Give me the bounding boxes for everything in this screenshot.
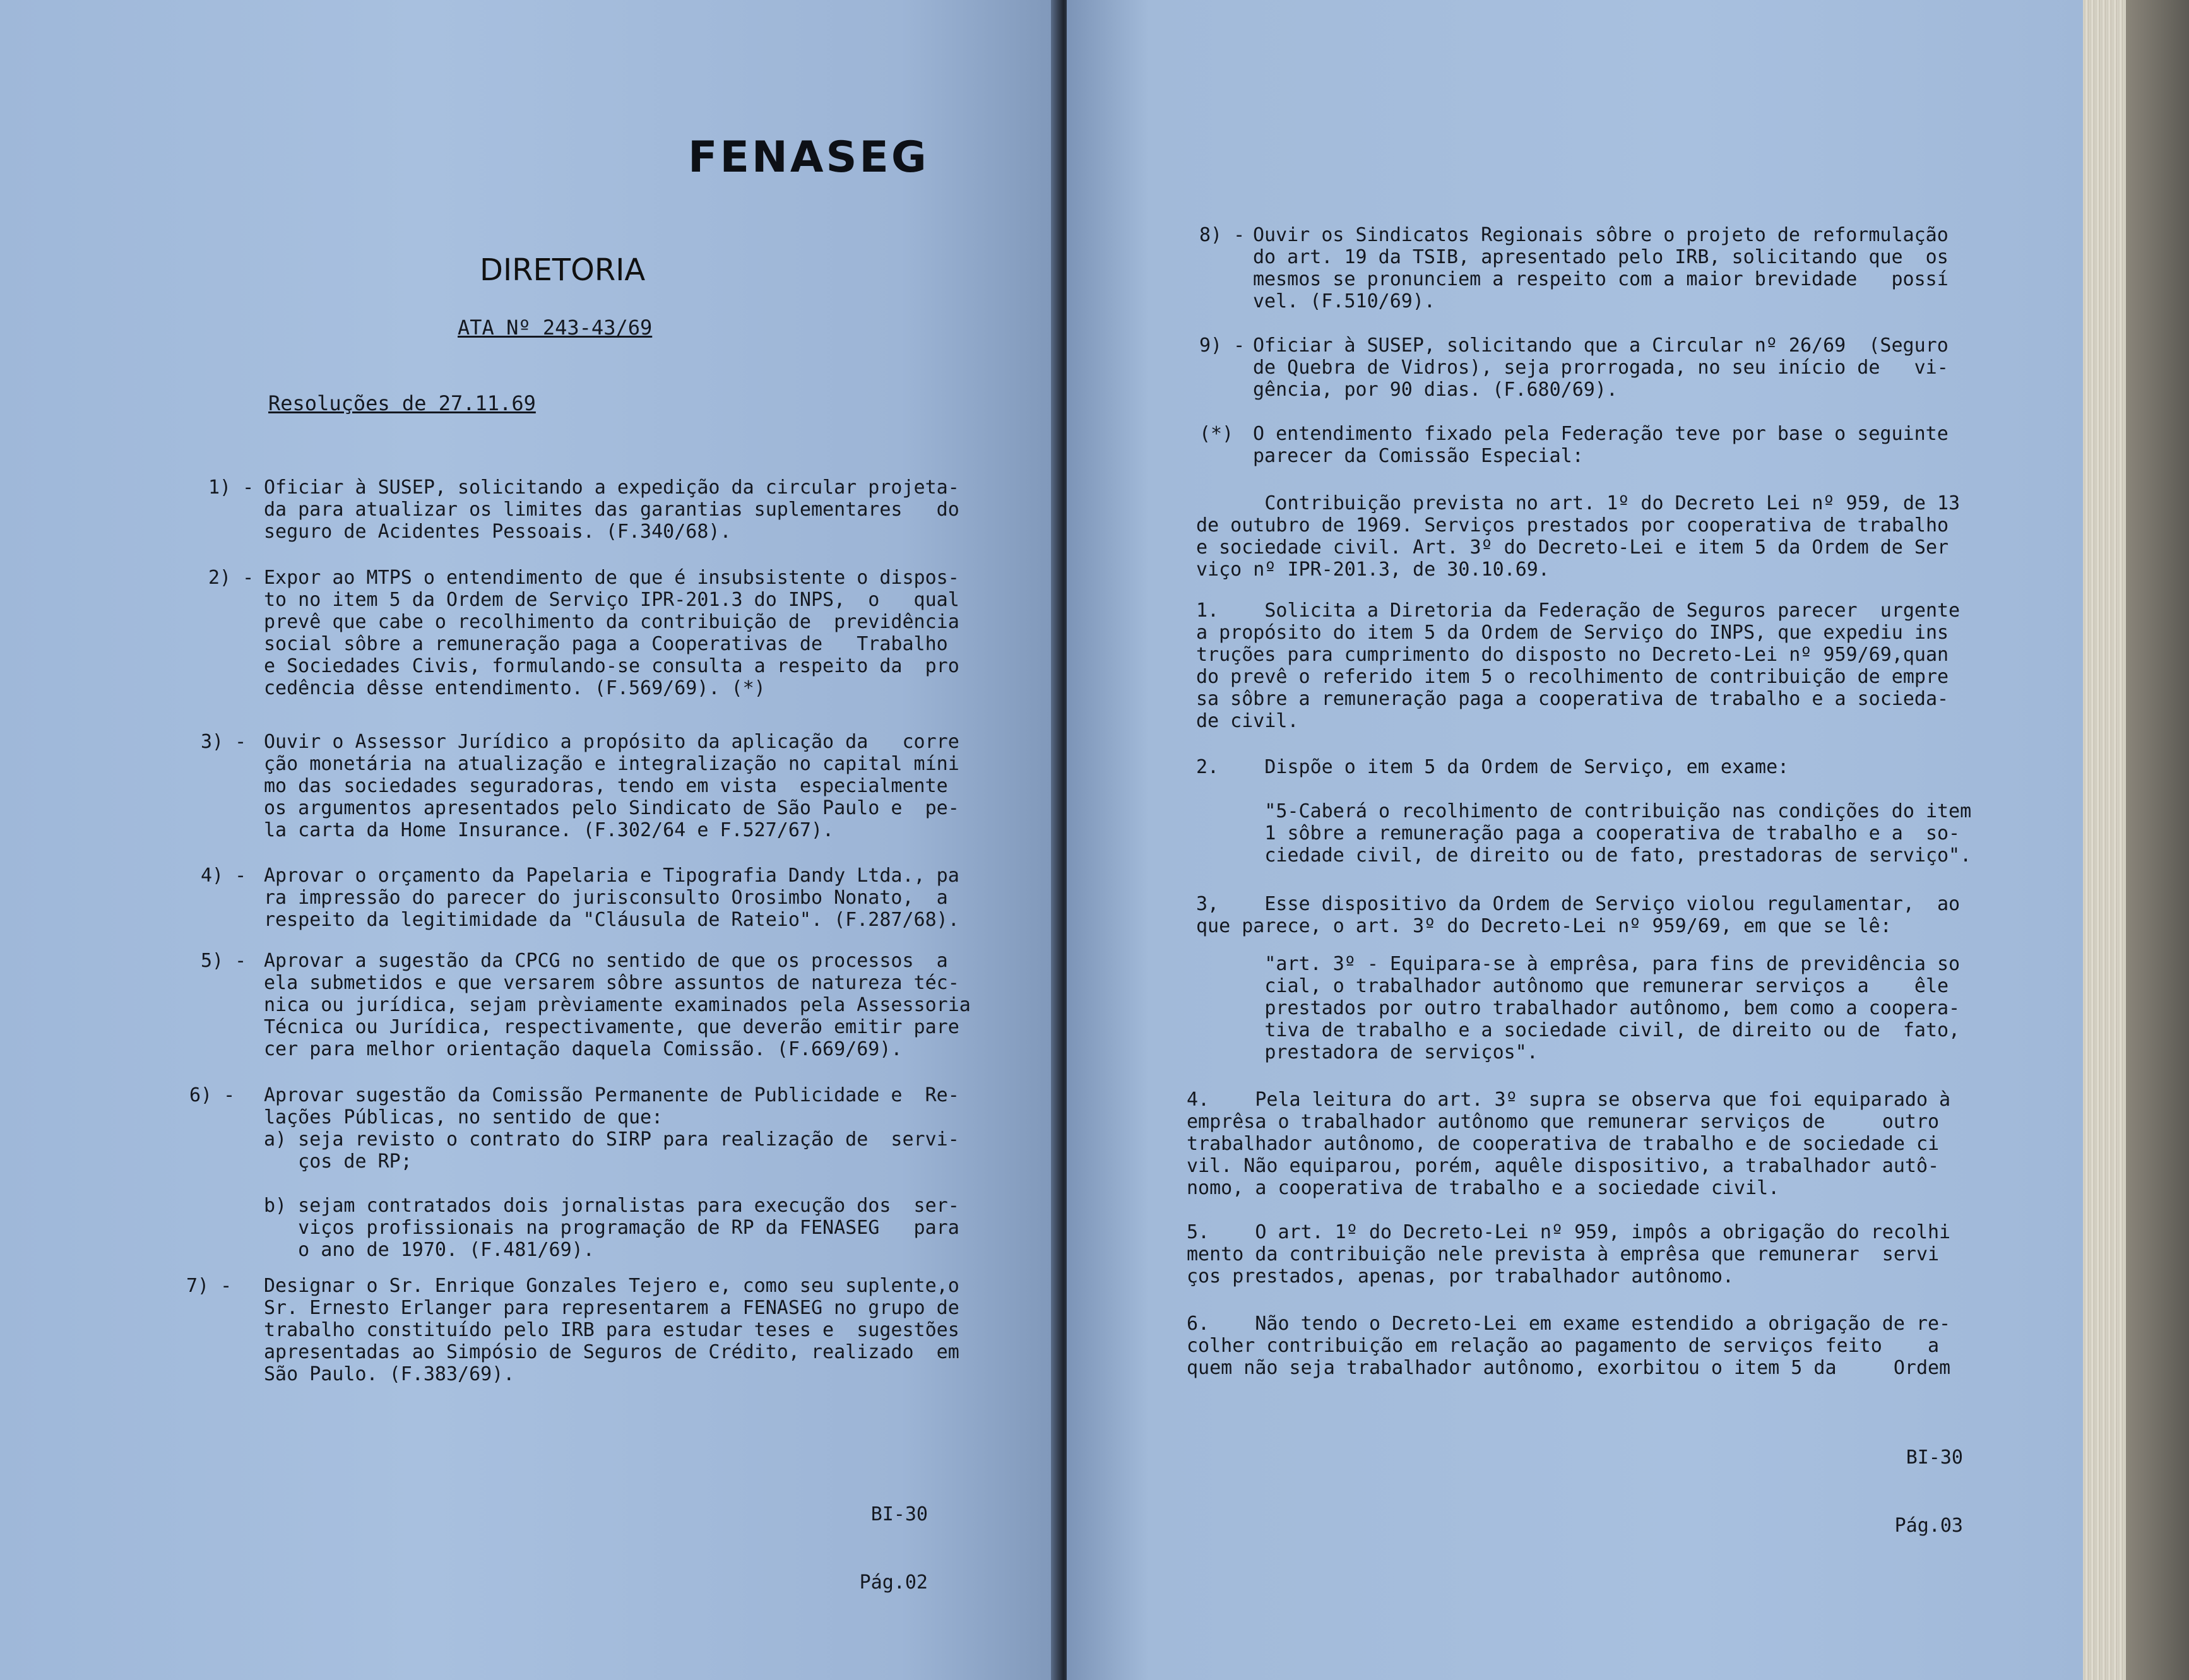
text-line: Ouvir os Sindicatos Regionais sôbre o projeto de reformulação [1253,224,1949,246]
text-line: apresentadas ao Simpósio de Seguros de Crédito, realizado em [264,1341,959,1363]
text-line: O entendimento fixado pela Federação teve por base o seguinte [1253,423,1949,445]
text-line: Expor ao MTPS o entendimento de que é insubsistente o dispos- [264,567,959,589]
paragraph [1187,1089,1950,1199]
text-line: e Sociedades Civis, formulando-se consulta a respeito da pro [264,655,959,677]
text-line: seguro de Acidentes Pessoais. (F.340/68). [264,521,732,543]
text-line: Contribuição prevista no art. 1º do Decreto Lei nº 959, de 13 [1196,492,1961,514]
item-number: 3) - [201,731,247,753]
text-line: viços profissionais na programação de RP da FENASEG para [264,1217,959,1239]
footer-page: Pág.02 [859,1571,928,1594]
text-line: de outubro de 1969. Serviços prestados por cooperativa de trabalho [1196,514,1949,536]
item-number: 9) - [1199,334,1245,357]
text-line: mento da contribuição nele prevista à emprêsa que remunerar servi [1187,1243,1940,1265]
text-line: ela submetidos e que versarem sôbre assuntos de natureza téc- [264,972,959,994]
item-number: 8) - [1199,224,1245,246]
footer-code: BI-30 [1906,1446,1963,1469]
item-number: (*) [1199,423,1234,445]
item-number: 5) - [201,950,247,972]
item-text [1253,334,1949,401]
page-footer-left [795,1458,928,1640]
text-line: cedência dêsse entendimento. (F.569/69). (*) [264,677,766,699]
text-line: gência, por 90 dias. (F.680/69). [1253,379,1618,401]
text-line: 1 sôbre a remuneração paga a cooperativa de trabalho e a so- [1196,822,1961,844]
footer-page: Pág.03 [1894,1515,1963,1537]
footer-code: BI-30 [870,1503,928,1525]
text-line: vel. (F.510/69). [1253,290,1435,312]
text-line: Sr. Ernesto Erlanger para representarem a FENASEG no grupo de [264,1297,959,1319]
text-line: nica ou jurídica, sejam prèviamente examinados pela Assessoria [264,994,971,1016]
text-line: "5-Caberá o recolhimento de contribuição nas condições do item [1196,800,1972,822]
text-line: prevê que cabe o recolhimento da contribuição de previdência [264,611,959,633]
item-text [264,567,959,699]
text-line: truções para cumprimento do disposto no Decreto-Lei nº 959/69,quan [1196,644,1949,666]
right-page [1067,0,2096,1680]
text-line: o ano de 1970. (F.481/69). [264,1239,595,1261]
text-line: Aprovar a sugestão da CPCG no sentido de que os processos a [264,950,948,972]
book-page-edges [2083,0,2189,1680]
text-line: 1. Solicita a Diretoria da Federação de Seguros parecer urgente [1196,600,1961,622]
item-number: 2) - [208,567,254,589]
text-line: os argumentos apresentados pelo Sindicato de São Paulo e pe- [264,797,959,819]
text-line: de Quebra de Vidros), seja prorrogada, no seu início de vi- [1253,357,1949,379]
page-heading: DIRETORIA [480,252,646,288]
item-number: 7) - [186,1275,232,1297]
text-line: de civil. [1196,710,1299,732]
text-line: quem não seja trabalhador autônomo, exorbitou o item 5 da Ordem [1187,1357,1951,1379]
text-line: cial, o trabalhador autônomo que remunerar serviços a êle [1196,975,1949,997]
text-line: to no item 5 da Ordem de Serviço IPR-201.3 do INPS, o qual [264,589,959,611]
text-line: viço nº IPR-201.3, de 30.10.69. [1196,559,1550,581]
text-line: a) seja revisto o contrato do SIRP para realização de servi- [264,1128,959,1151]
text-line: "art. 3º - Equipara-se à emprêsa, para fins de previdência so [1196,953,1961,975]
text-line: ços de RP; [264,1151,412,1173]
paragraph [1196,492,1960,581]
text-line: Técnica ou Jurídica, respectivamente, que deverão emitir pare [264,1016,959,1038]
resolutions-date: Resoluções de 27.11.69 [268,391,536,415]
paragraph [1187,1313,1950,1379]
text-line: Designar o Sr. Enrique Gonzales Tejero e, como seu suplente,o [264,1275,959,1297]
text-line: cer para melhor orientação daquela Comissão. (F.669/69). [264,1038,903,1060]
text-line: la carta da Home Insurance. (F.302/64 e F.527/67). [264,819,834,841]
text-line: sa sôbre a remuneração paga a cooperativa de trabalho e a socieda- [1196,688,1949,710]
paragraph [1196,893,1960,937]
item-number: 6) - [189,1084,235,1106]
text-line: Oficiar à SUSEP, solicitando a expedição da circular projeta- [264,476,959,499]
text-line: 3, Esse dispositivo da Ordem de Serviço violou regulamentar, ao [1196,893,1961,915]
text-line: da para atualizar os limites das garantias suplementares do [264,499,959,521]
ata-number: ATA Nº 243-43/69 [458,316,653,340]
paragraph [1196,800,1971,867]
text-line: São Paulo. (F.383/69). [264,1363,515,1385]
page-footer-right [1856,1401,1963,1583]
text-line: nomo, a cooperativa de trabalho e a sociedade civil. [1187,1177,1780,1199]
text-line: vil. Não equiparou, porém, aquêle dispositivo, a trabalhador autô- [1187,1155,1940,1177]
text-line: trabalhador autônomo, de cooperativa de trabalho e de sociedade ci [1187,1133,1940,1155]
left-page [0,0,1060,1680]
text-line: a propósito do item 5 da Ordem de Serviço do INPS, que expediu ins [1196,622,1949,644]
text-line: ços prestados, apenas, por trabalhador autônomo. [1187,1265,1734,1287]
paragraph [1187,1221,1950,1287]
text-line: 2. Dispõe o item 5 da Ordem de Serviço, em exame: [1196,756,1789,778]
text-line: 6. Não tendo o Decreto-Lei em exame estendido a obrigação de re- [1187,1313,1951,1335]
item-text [264,950,971,1060]
text-line: 5. O art. 1º do Decreto-Lei nº 959, impôs a obrigação do recolhi [1187,1221,1951,1243]
text-line: Aprovar sugestão da Comissão Permanente de Publicidade e Re- [264,1084,959,1106]
text-line: Oficiar à SUSEP, solicitando que a Circular nº 26/69 (Seguro [1253,334,1949,357]
text-line: mesmos se pronunciem a respeito com a maior brevidade possí [1253,268,1949,290]
text-line: do art. 19 da TSIB, apresentado pelo IRB, solicitando que os [1253,246,1949,268]
text-line: lações Públicas, no sentido de que: [264,1106,663,1128]
item-number: 1) - [208,476,254,499]
item-text [264,1084,959,1261]
text-line: prestadora de serviços". [1196,1041,1538,1063]
item-number: 4) - [201,865,247,887]
paragraph [1196,756,1789,778]
text-line: prestados por outro trabalhador autônomo, bem como a coopera- [1196,997,1961,1019]
text-line: ciedade civil, de direito ou de fato, prestadoras de serviço". [1196,844,1972,867]
text-line: ção monetária na atualização e integralização no capital míni [264,753,959,775]
text-line: Aprovar o orçamento da Papelaria e Tipografia Dandy Ltda., pa [264,865,959,887]
item-text [1253,423,1949,467]
item-text [264,731,959,841]
text-line [264,1173,959,1195]
fenaseg-logo: FENASEG [688,133,929,182]
text-line: do prevê o referido item 5 o recolhimento de contribuição de empre [1196,666,1949,688]
text-line: que parece, o art. 3º do Decreto-Lei nº 959/69, em que se lê: [1196,915,1892,937]
text-line: 4. Pela leitura do art. 3º supra se observa que foi equiparado à [1187,1089,1951,1111]
item-text [264,865,959,931]
item-text [264,1275,959,1385]
paragraph [1196,600,1960,732]
text-line: social sôbre a remuneração paga a Cooperativas de Trabalho [264,633,948,655]
text-line: b) sejam contratados dois jornalistas para execução dos ser- [264,1195,959,1217]
text-line: Ouvir o Assessor Jurídico a propósito da aplicação da corre [264,731,959,753]
text-line: respeito da legitimidade da "Cláusula de Rateio". (F.287/68). [264,909,959,931]
text-line: ra impressão do parecer do jurisconsulto Orosimbo Nonato, a [264,887,948,909]
text-line: trabalho constituído pelo IRB para estudar teses e sugestões [264,1319,959,1341]
text-line: e sociedade civil. Art. 3º do Decreto-Lei e item 5 da Ordem de Ser [1196,536,1949,559]
text-line: colher contribuição em relação ao pagamento de serviços feito a [1187,1335,1940,1357]
item-text [264,476,959,543]
text-line: parecer da Comissão Especial: [1253,445,1584,467]
text-line: emprêsa o trabalhador autônomo que remunerar serviços de outro [1187,1111,1940,1133]
paragraph [1196,953,1960,1063]
item-text [1253,224,1949,312]
text-line: tiva de trabalho e a sociedade civil, de direito ou de fato, [1196,1019,1961,1041]
text-line: mo das sociedades seguradoras, tendo em vista especialmente [264,775,948,797]
